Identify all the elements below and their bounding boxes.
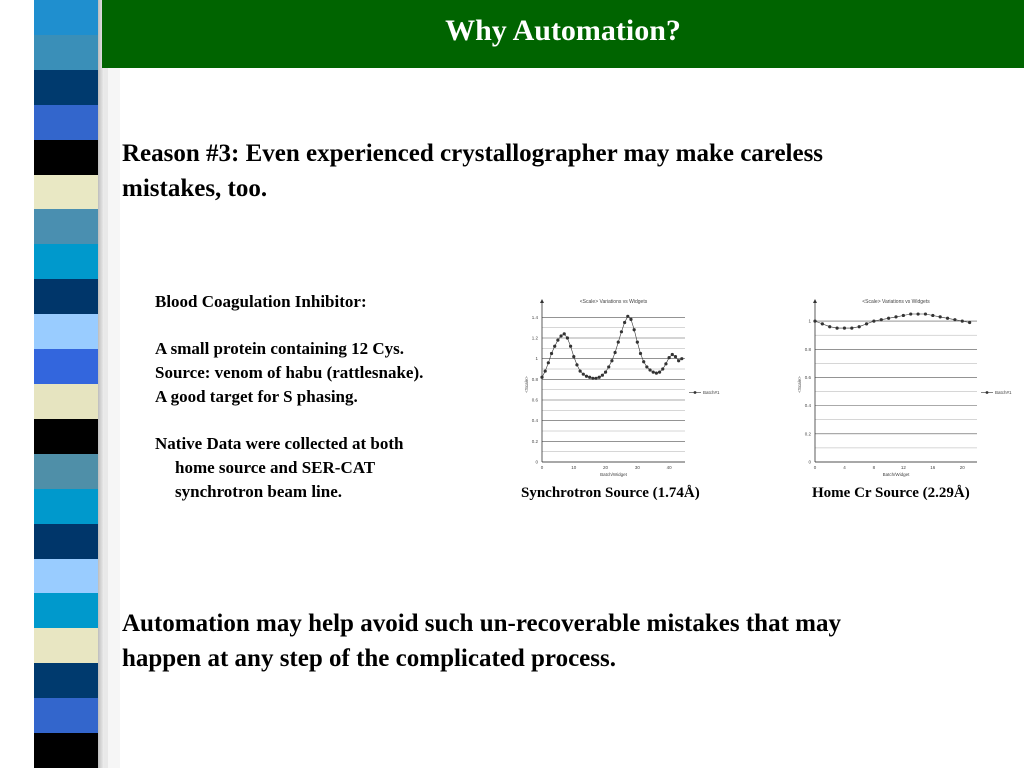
stripe-segment <box>34 140 98 175</box>
x-axis-label: Batch/Widget <box>882 472 910 477</box>
data-point <box>924 312 927 315</box>
y-tick-label: 1.2 <box>531 335 538 341</box>
data-point <box>620 330 623 333</box>
x-tick-label: 12 <box>900 465 906 470</box>
data-point <box>968 321 971 324</box>
data-point <box>636 341 639 344</box>
y-axis-label: <Scale> <box>797 376 802 393</box>
stripe-segment <box>34 593 98 628</box>
data-point <box>553 345 556 348</box>
stripe-column <box>34 0 98 768</box>
data-point <box>916 312 919 315</box>
stripe-segment <box>34 628 98 663</box>
stripe-segment <box>34 384 98 419</box>
data-point <box>887 317 890 320</box>
x-tick-label: 20 <box>603 465 609 470</box>
synchrotron-caption: Synchrotron Source (1.74Å) <box>521 485 700 501</box>
data-point <box>582 373 585 376</box>
info-line: A good target for S phasing. <box>155 386 358 406</box>
stripe-segment <box>34 105 98 140</box>
data-point <box>661 367 664 370</box>
data-point <box>569 345 572 348</box>
y-tick-label: 0.4 <box>531 418 538 424</box>
y-tick-label: 0.6 <box>804 374 811 380</box>
data-point <box>613 351 616 354</box>
y-tick-label: 1 <box>808 318 811 324</box>
y-tick-label: 0.6 <box>531 397 538 403</box>
data-point <box>547 361 550 364</box>
x-tick-label: 16 <box>930 465 936 470</box>
stripe-segment <box>34 314 98 349</box>
data-point <box>680 357 683 360</box>
stripe-segment <box>34 524 98 559</box>
synchrotron-chart-svg <box>515 295 720 480</box>
data-point <box>668 356 671 359</box>
data-point <box>961 319 964 322</box>
data-point <box>556 338 559 341</box>
home-source-chart-svg <box>790 295 1012 480</box>
x-tick-label: 0 <box>813 465 817 470</box>
decorative-stripe-bar <box>0 0 120 768</box>
synchrotron-chart <box>515 295 720 480</box>
native-data-line: Native Data were collected at both <box>155 434 404 454</box>
x-axis-label: Batch/Widget <box>600 472 627 477</box>
data-point <box>598 376 601 379</box>
data-point <box>664 362 667 365</box>
reason-text <box>122 136 982 206</box>
data-point <box>655 372 658 375</box>
info-line: Source: venom of habu (rattlesnake). <box>155 363 424 383</box>
legend-marker <box>694 391 697 394</box>
data-point <box>604 371 607 374</box>
data-point <box>931 314 934 317</box>
data-point <box>674 355 677 358</box>
legend-marker <box>986 391 989 394</box>
protein-info <box>155 290 495 503</box>
legend-label: Batch#1 <box>703 390 720 395</box>
data-point <box>939 315 942 318</box>
home-source-chart <box>790 295 1012 480</box>
legend-label: Batch#1 <box>995 390 1012 395</box>
data-point <box>626 315 629 318</box>
data-point <box>639 352 642 355</box>
data-point <box>909 312 912 315</box>
x-tick-label: 4 <box>843 465 846 470</box>
y-tick-label: 0 <box>808 459 811 465</box>
data-point <box>579 369 582 372</box>
info-heading: Blood Coagulation Inhibitor: <box>155 292 367 311</box>
stripe-segment <box>34 70 98 105</box>
x-tick-label: 30 <box>634 465 640 470</box>
data-point <box>858 325 861 328</box>
data-point <box>645 365 648 368</box>
data-point <box>544 369 547 372</box>
slide-title: Why Automation? <box>445 14 681 47</box>
reason-line-1: Reason #3: Even experienced crystallographer may make careless <box>122 140 824 167</box>
data-point <box>563 332 566 335</box>
stripe-segment <box>34 733 98 768</box>
data-point <box>813 319 816 322</box>
stripe-segment <box>34 454 98 489</box>
data-point <box>591 377 594 380</box>
y-tick-label: 0.2 <box>804 431 811 437</box>
stripe-segment <box>34 559 98 594</box>
data-point <box>588 376 591 379</box>
data-point <box>828 325 831 328</box>
data-point <box>594 377 597 380</box>
native-data-line: synchrotron beam line. <box>175 481 343 501</box>
data-point <box>652 371 655 374</box>
chart-title: <Scale> Variations vs Widgets <box>579 299 648 305</box>
x-tick-label: 10 <box>571 465 577 470</box>
stripe-segment <box>34 419 98 454</box>
home-source-caption: Home Cr Source (2.29Å) <box>812 485 970 501</box>
stripe-segment <box>34 244 98 279</box>
data-point <box>865 322 868 325</box>
y-tick-label: 0.8 <box>804 346 811 352</box>
stripe-segment <box>34 0 98 35</box>
y-tick-label: 0.4 <box>804 403 811 409</box>
y-tick-label: 1.4 <box>531 314 538 320</box>
data-point <box>633 328 636 331</box>
title-bar <box>102 0 1024 68</box>
y-axis-arrow <box>540 299 544 303</box>
data-point <box>648 368 651 371</box>
data-point <box>607 365 610 368</box>
data-point <box>540 376 543 379</box>
data-point <box>610 359 613 362</box>
y-tick-label: 0 <box>535 459 538 465</box>
data-point <box>617 341 620 344</box>
y-tick-label: 1 <box>535 356 538 362</box>
data-point <box>902 314 905 317</box>
stripe-segment <box>34 209 98 244</box>
data-point <box>658 371 661 374</box>
y-axis-label: <Scale> <box>524 376 529 393</box>
data-point <box>642 360 645 363</box>
y-axis-arrow <box>813 299 817 303</box>
data-point <box>821 322 824 325</box>
reason-line-2: mistakes, too. <box>122 175 268 202</box>
data-point <box>566 336 569 339</box>
data-point <box>843 327 846 330</box>
data-point <box>850 327 853 330</box>
y-tick-label: 0.8 <box>531 376 538 382</box>
stripe-segment <box>34 698 98 733</box>
stripe-segment <box>34 35 98 70</box>
conclusion-text <box>122 606 982 676</box>
info-line: A small protein containing 12 Cys. <box>155 339 405 359</box>
y-tick-label: 0.2 <box>531 438 538 444</box>
conclusion-line-2: happen at any step of the complicated process. <box>122 645 616 672</box>
data-point <box>880 318 883 321</box>
x-tick-label: 0 <box>540 465 544 470</box>
data-point <box>550 352 553 355</box>
data-point <box>585 375 588 378</box>
data-point <box>559 334 562 337</box>
data-point <box>629 318 632 321</box>
data-point <box>575 363 578 366</box>
data-point <box>671 353 674 356</box>
data-point <box>601 374 604 377</box>
native-data-line: home source and SER-CAT <box>175 457 376 477</box>
stripe-segment <box>34 349 98 384</box>
data-point <box>946 317 949 320</box>
stripe-segment <box>34 175 98 210</box>
chart-title: <Scale> Variations vs Widgets <box>862 299 930 305</box>
data-point <box>623 321 626 324</box>
x-tick-label: 40 <box>666 465 672 470</box>
data-point <box>894 315 897 318</box>
stripe-segment <box>34 279 98 314</box>
x-tick-label: 8 <box>872 465 876 470</box>
data-point <box>835 327 838 330</box>
data-point <box>953 318 956 321</box>
data-point <box>572 355 575 358</box>
data-point <box>677 359 680 362</box>
conclusion-line-1: Automation may help avoid such un-recoverable mistakes that may <box>122 610 841 637</box>
x-tick-label: 20 <box>959 465 965 470</box>
data-point <box>872 319 875 322</box>
stripe-segment <box>34 489 98 524</box>
stripe-shadow <box>98 0 104 768</box>
stripe-segment <box>34 663 98 698</box>
